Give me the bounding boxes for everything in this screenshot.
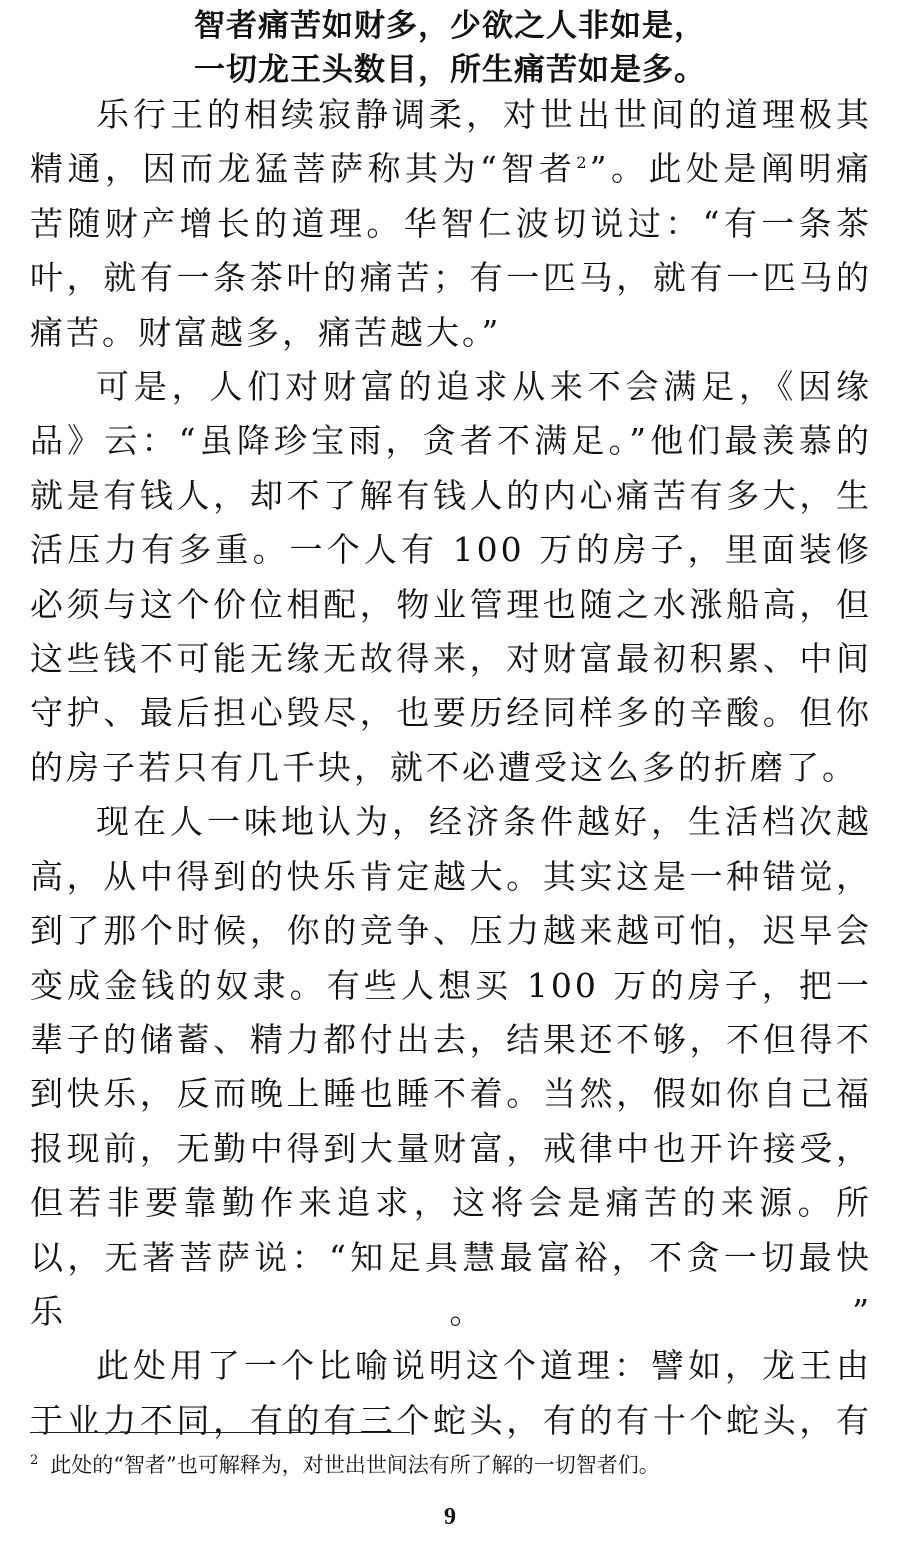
footnote-divider xyxy=(30,1432,410,1433)
paragraph-2: 可是，人们对财富的追求从来不会满足，《因缘品》云：“虽降珍宝雨，贪者不满足。”他们最羡慕的就是有钱人，却不了解有钱人的内心痛苦有多大，生活压力有多重。一个人有 100 万的房子，里面装修必须与这个价位相配，物业管理也随之水涨船高，但这些钱不可能无缘无故得来，对财富最初积累、中间守护、最后担心毁尽，也要历经同样多的辛酸。但你的房子若只有几千块，就不必遭受这么多的折磨了。 xyxy=(30,367,872,787)
verse-line-1: 智者痛苦如财多，少欲之人非如是， xyxy=(194,8,706,44)
paragraph-1-text-b: ”。此处是阐明痛苦随财产增长的道理。华智仁波切说过：“有一条茶叶，就有一条茶叶的痛苦；有一匹马，就有一匹马的痛苦。财富越多，痛苦越大。” xyxy=(30,149,872,352)
page-number: 9 xyxy=(444,1504,456,1530)
verse-block xyxy=(30,4,870,92)
paragraph-4: 此处用了一个比喻说明这个道理：譬如，龙王由于业力不同，有的有三个蛇头，有的有十个蛇头，有 xyxy=(30,1346,872,1440)
commentary-body xyxy=(30,88,872,1448)
paragraph-3: 现在人一味地认为，经济条件越好，生活档次越高，从中得到的快乐肯定越大。其实这是一种错觉，到了那个时候，你的竞争、压力越来越可怕，迟早会变成金钱的奴隶。有些人想买 100 万的房子，把一辈子的储蓄、精力都付出去，结果还不够，不但得不到快乐，反而晚上睡也睡不着。当然，假如你自己福报现前，无勤中得到大量财富，戒律中也开许接受，但若非要靠勤作来追求，这将会是痛苦的来源。所以，无著菩萨说：“知足具慧最富裕，不贪一切最快乐。” xyxy=(30,802,872,1331)
paragraph-1 xyxy=(30,88,872,360)
footnote xyxy=(30,1447,870,1479)
footnote-reference: 2 xyxy=(576,153,590,173)
footnote-mark: 2 xyxy=(30,1453,39,1468)
footnote-text: 此处的“智者”也可解释为，对世出世间法有所了解的一切智者们。 xyxy=(50,1453,660,1477)
paragraph-1-text-a: 乐行王的相续寂静调柔，对世出世间的道理极其精通，因而龙猛菩萨称其为“智者 xyxy=(30,95,872,189)
verse-line-2: 一切龙王头数目，所生痛苦如是多。 xyxy=(194,52,706,88)
